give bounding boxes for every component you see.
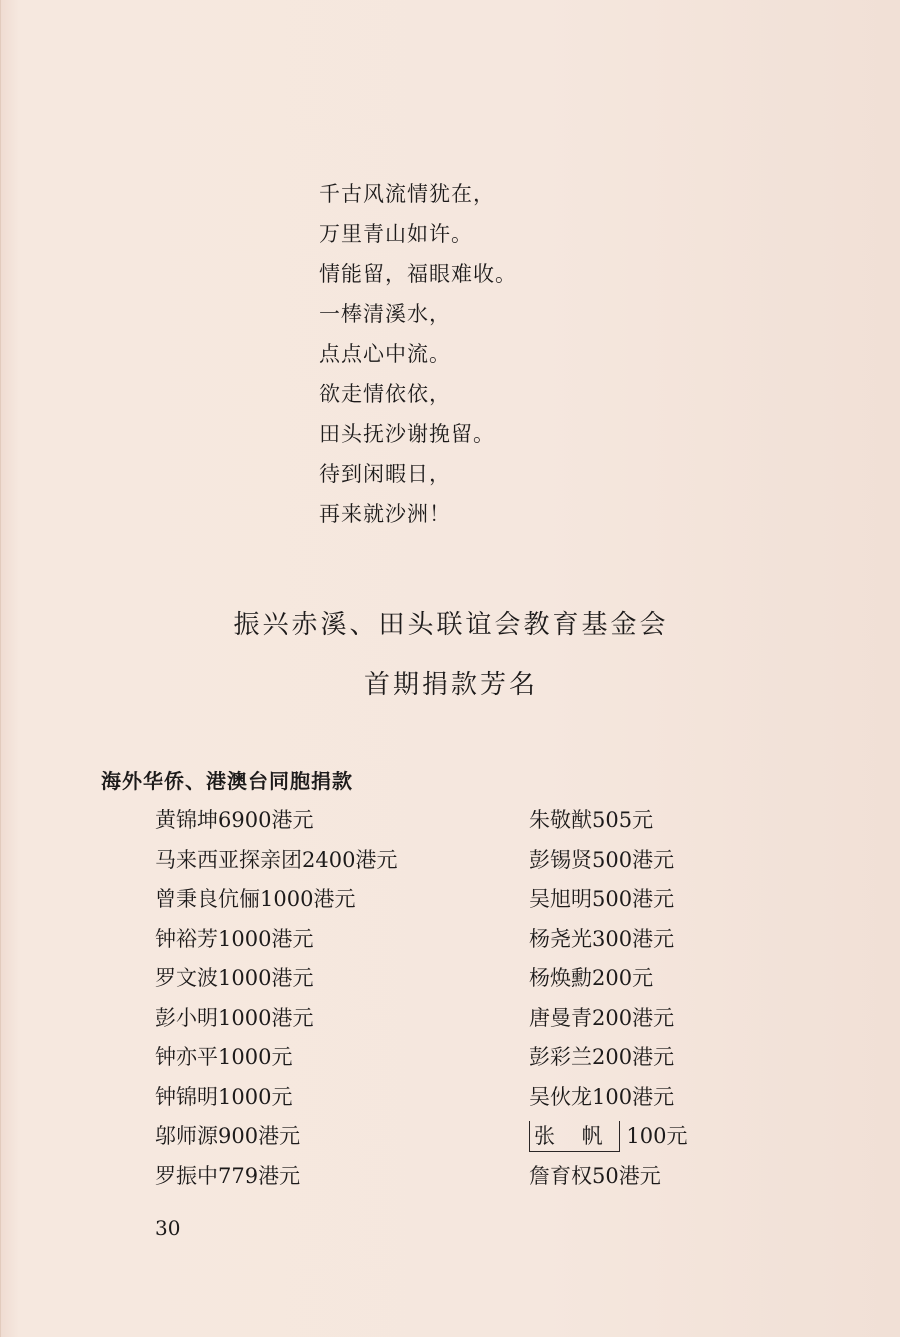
- donor-entry: 詹育权50港元: [529, 1163, 661, 1188]
- donor-entry: 杨尧光300港元: [529, 926, 675, 951]
- donor-entry: 钟裕芳1000港元: [155, 926, 314, 951]
- boxed-name: 张 帆: [529, 1121, 620, 1152]
- donor-entry: 邬师源900港元: [155, 1124, 301, 1148]
- document-subtitle: 首期捐款芳名: [363, 670, 538, 700]
- donor-entry: 黄锦坤6900港元: [155, 808, 314, 832]
- donor-entry: 吴旭明500港元: [529, 887, 675, 911]
- donor-entry: 唐曼青200港元: [529, 1005, 675, 1030]
- donor-entry: 钟亦平1000元: [155, 1045, 293, 1069]
- donor-entry: 朱敬猷505元: [529, 808, 654, 832]
- poem-line: 欲走情依依，: [319, 382, 451, 406]
- donor-entry-boxed: [529, 1116, 789, 1156]
- donor-entry: 罗文波1000港元: [155, 966, 314, 990]
- donor-amount: 100元: [626, 1124, 688, 1148]
- poem-line: 待到闲暇日，: [319, 462, 451, 486]
- donor-entry: 杨焕勳200元: [529, 966, 654, 990]
- donor-list-right: [529, 800, 789, 1195]
- donor-list-left: [155, 800, 475, 1195]
- donor-entry: 曾秉良伉俪1000港元: [155, 887, 356, 911]
- poem: [319, 176, 639, 536]
- section-heading: 海外华侨、港澳台同胞捐款: [101, 769, 353, 793]
- poem-line: 田头抚沙谢挽留。: [319, 422, 495, 446]
- poem-line: 万里青山如许。: [319, 222, 473, 246]
- donor-entry: 马来西亚探亲团2400港元: [155, 847, 398, 872]
- donor-entry: 钟锦明1000元: [155, 1084, 293, 1109]
- donor-entry: 罗振中779港元: [155, 1163, 301, 1188]
- poem-line: 点点心中流。: [319, 342, 451, 366]
- poem-line: 情能留，福眼难收。: [319, 262, 517, 286]
- poem-line: 一棒清溪水，: [319, 302, 451, 326]
- donor-entry: 彭彩兰200港元: [529, 1045, 675, 1069]
- donor-entry: 吴伙龙100港元: [529, 1084, 675, 1109]
- poem-line: 再来就沙洲！: [319, 502, 451, 526]
- document-title: 振兴赤溪、田头联谊会教育基金会: [233, 610, 669, 640]
- donor-entry: 彭小明1000港元: [155, 1005, 314, 1030]
- poem-line: 千古风流情犹在，: [319, 182, 495, 206]
- donor-entry: 彭锡贤500港元: [529, 847, 675, 872]
- page-number: 30: [155, 1216, 181, 1240]
